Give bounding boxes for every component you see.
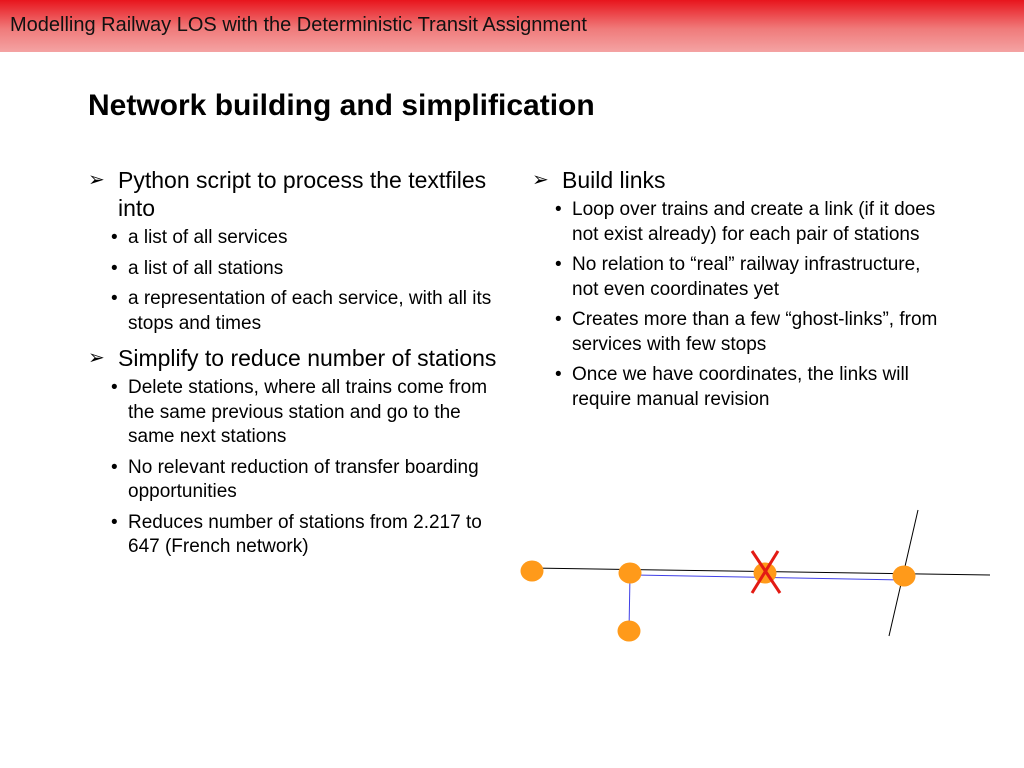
sub-bullet-text: Once we have coordinates, the links will require manual revision [572, 364, 909, 410]
dot-bullet-icon: • [111, 257, 118, 279]
station-node [521, 561, 544, 582]
dot-bullet-icon: • [111, 456, 118, 478]
dot-bullet-icon: • [555, 309, 562, 330]
dot-bullet-icon: • [111, 227, 118, 248]
dot-bullet-icon: • [555, 199, 562, 220]
arrow-bullet-icon: ➢ [532, 169, 549, 191]
sub-bullet-text: Delete stations, where all trains come from the same previous station and go to the same next stations [128, 377, 488, 447]
sub-bullet-text: a representation of each service, with all its stops and times [128, 288, 492, 334]
sub-bullet-text: Loop over trains and create a link (if it does not exist already) for each pair of stations [572, 199, 936, 245]
bullet-text: Python script to process the textfiles into [118, 167, 487, 221]
sub-bullet-text: No relevant reduction of transfer boarding opportunities [128, 456, 479, 502]
sub-bullet-text: a list of all services [128, 227, 288, 248]
dot-bullet-icon: • [555, 254, 562, 275]
sub-bullet-text: a list of all stations [128, 257, 284, 279]
sub-bullet-text: Reduces number of stations from 2.217 to 647 (French network) [128, 511, 482, 557]
presentation-title: Modelling Railway LOS with the Deterministic Transit Assignment [10, 14, 587, 36]
slide-title: Network building and simplification [88, 89, 595, 122]
bullet-text: Simplify to reduce number of stations [118, 345, 497, 371]
bullet-text: Build links [562, 167, 666, 193]
sub-bullet-text: No relation to “real” railway infrastructure, not even coordinates yet [572, 254, 921, 300]
station-node [619, 563, 642, 584]
dot-bullet-icon: • [111, 377, 118, 398]
dot-bullet-icon: • [111, 511, 118, 533]
station-node [893, 566, 916, 587]
arrow-bullet-icon: ➢ [88, 347, 105, 369]
sub-bullet-text: Creates more than a few “ghost-links”, from services with few stops [572, 309, 938, 355]
arrow-bullet-icon: ➢ [88, 169, 105, 191]
station-node [618, 621, 641, 642]
dot-bullet-icon: • [111, 288, 118, 309]
dot-bullet-icon: • [555, 364, 562, 385]
